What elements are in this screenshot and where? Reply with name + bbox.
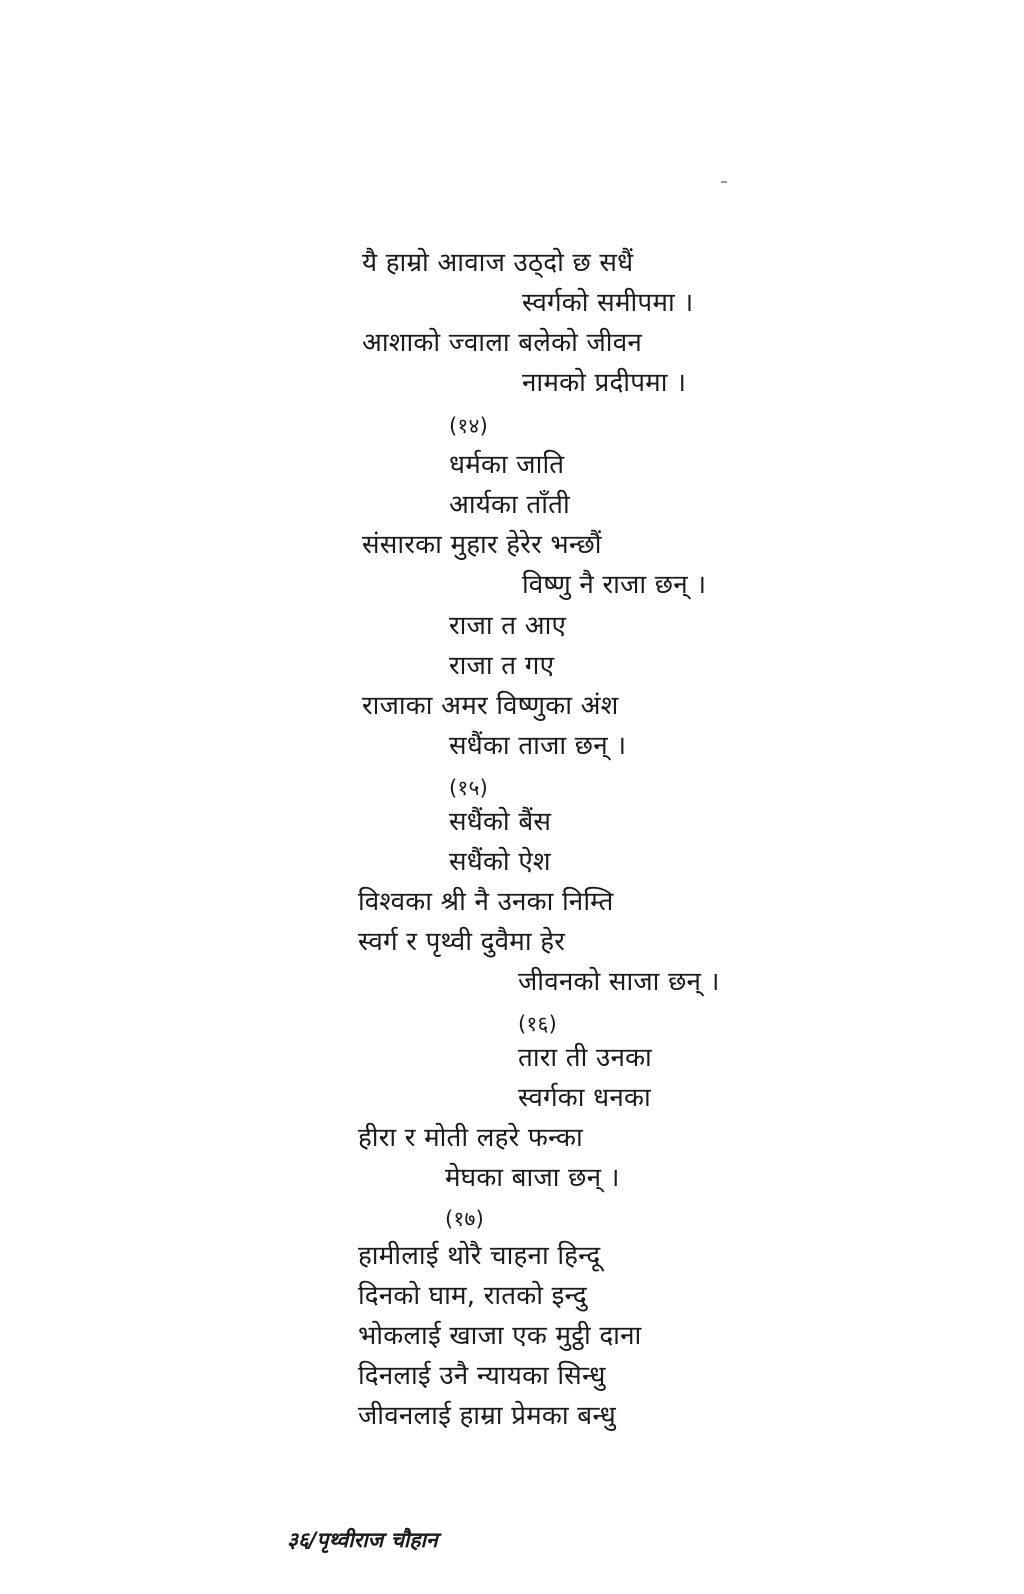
poem-line: सधैंका ताजा छन् । <box>449 731 627 761</box>
poem-line: स्वर्ग र पृथ्वी दुवैमा हेर <box>358 927 566 957</box>
poem-line: जीवनलाई हाम्रा प्रेमका बन्धु <box>358 1401 616 1431</box>
poem-line: स्वर्गका धनका <box>518 1083 651 1113</box>
poem-line: आर्यका ताँती <box>449 490 570 520</box>
poem-line: धर्मका जाति <box>449 450 565 480</box>
stanza-number: (१६) <box>518 1012 558 1036</box>
stanza-number: (१५) <box>449 776 489 800</box>
poem-line: राजाका अमर विष्णुका अंश <box>362 691 619 721</box>
poem-line: सधैंको बैंस <box>449 807 552 837</box>
poem-line: सधैंको ऐश <box>449 847 551 877</box>
stanza-number: (१७) <box>445 1207 485 1231</box>
poem-line: मेघका बाजा छन् । <box>445 1163 620 1193</box>
poem-line: दिनको घाम, रातको इन्दु <box>358 1281 587 1311</box>
poem-line: जीवनको साजा छन् । <box>518 967 720 997</box>
poem-line: हामीलाई थोरै चाहना हिन्दू <box>358 1241 601 1271</box>
poem-line: हीरा र मोती लहरे फन्का <box>358 1123 583 1153</box>
poem-line: तारा ती उनका <box>518 1043 652 1073</box>
poem-line: संसारका मुहार हेरेर भन्छौं <box>362 530 602 560</box>
poem-line: यै हाम्रो आवाज उठ्दो छ सधैं <box>362 248 634 278</box>
poem-line: भोकलाई खाजा एक मुट्ठी दाना <box>358 1321 642 1351</box>
poem-line: राजा त गए <box>449 651 555 681</box>
poem-line: विष्णु नै राजा छन् । <box>522 570 707 600</box>
stanza-number: (१४) <box>449 414 489 438</box>
poem-line: नामको प्रदीपमा । <box>522 368 687 398</box>
poem-line: स्वर्गको समीपमा । <box>522 288 694 318</box>
poem-line: राजा त आए <box>449 611 567 641</box>
page-footer: ३६/पृथ्वीराज चौहान <box>287 1528 438 1552</box>
poem-line: आशाको ज्वाला बलेको जीवन <box>362 328 642 358</box>
scan-speck <box>721 181 727 183</box>
poem-line: दिनलाई उनै न्यायका सिन्धु <box>358 1361 606 1391</box>
poem-line: विश्वका श्री नै उनका निम्ति <box>358 887 614 917</box>
